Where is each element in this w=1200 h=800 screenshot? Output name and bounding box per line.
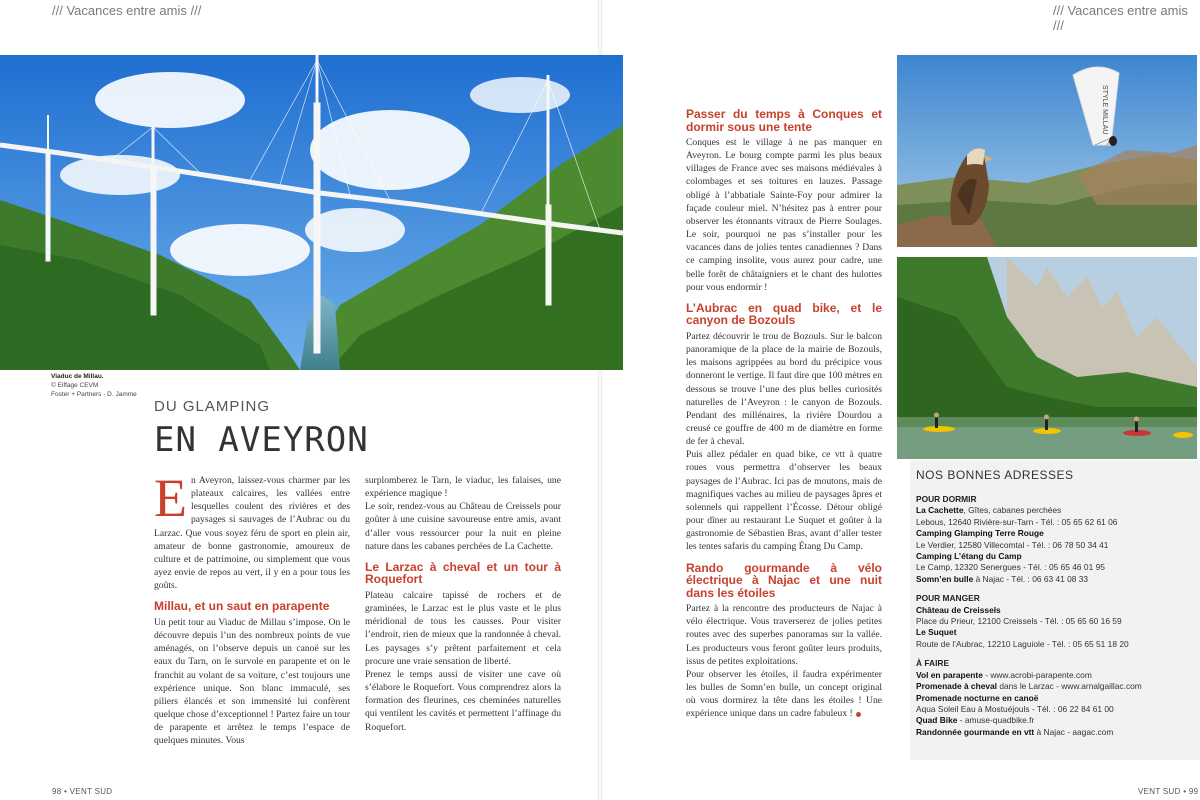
address-box xyxy=(910,460,1200,760)
folio-left xyxy=(52,787,112,796)
eagle-photo xyxy=(897,55,1197,247)
end-mark xyxy=(856,712,861,717)
wing-text: STYLE MILLAU xyxy=(1101,85,1108,135)
magazine-name-right: VENT SUD xyxy=(1138,787,1181,796)
activity-address: Aqua Soleil Eau à Mostuéjouls - Tél. : 06 22 84 61 00 xyxy=(916,703,1114,714)
lodging-desc: , Gîtes, cabanes perchées xyxy=(963,505,1062,516)
activity-link: - www.acrobi-parapente.com xyxy=(982,669,1092,680)
section-tag-left: /// Vacances entre amis /// xyxy=(52,3,202,18)
subhead-larzac: Le Larzac à cheval et un tour à Roquefort xyxy=(365,559,561,587)
caption-title: Viaduc de Millau. xyxy=(51,373,104,380)
activity-name: Promenade nocturne en canoë xyxy=(916,692,1039,703)
dormir-heading: POUR DORMIR xyxy=(916,494,977,504)
lodging-address: Le Verdier, 12580 Villecomtal - Tél. : 06 78 50 34 41 xyxy=(916,539,1109,550)
activity-name: Quad Bike xyxy=(916,715,958,726)
conques-paragraph: Conques est le village à ne pas manquer en Aveyron. Le bourg compte parmi les plus beaux villages de France avec ses maisons médiévales à colombages et ses toitures en lauzes. Passage obligé à l’abbatiale Sainte-Foy pour admirer la façade couleur miel. N’hésitez pas à entrer pour observer les étonnants vitraux de Pierre Soulages. Le soir, pourquoi ne pas s’installer pour les vacances dans de jolies tentes canadiennes ? Dans ce camping insolite, vous aurez pour cadre, une belle forêt de châtaigniers et le chant des hulottes pour vous endormir ! xyxy=(686,137,882,293)
page-number-right: 99 xyxy=(1188,787,1199,796)
bozouls-paragraph: Partez découvrir le trou de Bozouls. Sur le balcon panoramique de la place de la mairie de Bozouls, les maisons agrippées au bord du précipice vous donneront le vertige. Il faut dire que 100 mètres en dessous se trouve l’une des plus belles curiosités naturelles de l’Aveyron : le canyon de Bozouls. Pendant des millénaires, la rivière Dourdou a creusé ce gouffre de 400 m de diamètre en forme de fer à cheval. xyxy=(686,330,882,448)
column-2 xyxy=(365,474,561,734)
subhead-najac: Rando gourmande à vélo électrique à Najac et une nuit dans les étoiles xyxy=(686,560,882,600)
activity-name: Randonnée gourmande en vtt xyxy=(916,726,1035,737)
viaduct-photo xyxy=(0,55,623,370)
restaurant-address: Route de l’Aubrac, 12210 Laguiole - Tél. : 05 65 51 18 20 xyxy=(916,638,1129,649)
restaurant-name: Château de Creissels xyxy=(916,604,1001,615)
subhead-aubrac: L’Aubrac en quad bike, et le canyon de Bozouls xyxy=(686,300,882,328)
magazine-name-left: VENT SUD xyxy=(69,787,113,796)
lodging-name: Somn’en bulle xyxy=(916,573,974,584)
faire-heading: À FAIRE xyxy=(916,658,950,669)
bulle-paragraph: Pour observer les étoiles, il faudra expérimenter les bulles de Somn’en bulle, un concept original où vous dormirez la tête dans les étoiles ! Une expérience unique dans un cadre fabuleux ! xyxy=(686,668,882,720)
lodging-name: Camping Glamping Terre Rouge xyxy=(916,528,1044,539)
najac-paragraph: Partez à la rencontre des producteurs de Najac à vélo électrique. Vous traverserez de jolies petites routes avec des superbes panoramas sur la vallée. Les producteurs vous feront goûter leurs produits, issus de petites exploitations. xyxy=(686,603,882,667)
roquefort-paragraph: Prenez le temps aussi de visiter une cave où s’élabore le Roquefort. Vous comprendrez alors la formation des fleurines, ces cheminées naturelles qui ventilent les cavités et permettent l’affinage du Roquefort. xyxy=(365,668,561,733)
article-kicker: DU GLAMPING xyxy=(154,398,271,415)
activity-link: dans le Larzac - www.arnalgaillac.com xyxy=(997,681,1142,692)
restaurant-address: Place du Prieur, 12100 Creissels - Tél. : 05 65 60 16 59 xyxy=(916,616,1122,627)
folio-bullet: • xyxy=(1183,787,1187,796)
larzac-paragraph: Plateau calcaire tapissé de rochers et de graminées, le Larzac est le plus vaste et le plus méridional de tous les causses. Pour visiter l’endroit, rien de mieux que la randonnée à cheval. Les paysages s’y prêtent parfaitement et cela procure une vraie sensation de liberté. xyxy=(365,589,561,667)
millau-paragraph: Un petit tour au Viaduc de Millau s’impose. On le découvre depuis l’un des nombreux points de vue aménagés, on l’observe depuis un canoë sur les eaux du Tarn, on le survole en parapente et on le franchit au volant de sa voiture, c’est toujours une expérience unique. Son blanc immaculé, ses piliers élancés et son immensité lui confèrent quelque chose d’exceptionnel ! Partez faire un tour de parapente et arrêtez le temps l’espace de quelques minutes. Vous xyxy=(154,616,350,747)
column-1 xyxy=(154,468,350,747)
activity-link: - amuse-quadbike.fr xyxy=(957,715,1035,726)
activity-name: Promenade à cheval xyxy=(916,681,997,692)
subhead-conques: Passer du temps à Conques et dormir sous une tente xyxy=(686,107,882,134)
lodging-address: Le Camp, 12320 Senergues - Tél. : 05 65 46 01 95 xyxy=(916,562,1105,573)
address-box-title: NOS BONNES ADRESSES xyxy=(916,468,1074,482)
creissels-paragraph: Le soir, rendez-vous au Château de Creissels pour goûter à une cuisine savoureuse entre amis, avant d’aller vous ressourcer pour la nuit en pleine nature dans les cabanes perchées de La Cachette. xyxy=(365,501,561,552)
millau-paragraph-cont: surplomberez le Tarn, le viaduc, les falaises, une expérience magique ! xyxy=(365,475,561,500)
lodging-address: Lebous, 12640 Rivière-sur-Tarn - Tél. : 05 65 62 61 06 xyxy=(916,516,1118,527)
manger-heading: POUR MANGER xyxy=(916,593,980,604)
intro-paragraph: n Aveyron, laissez-vous charmer par les plateaux calcaires, les vallées entre lesquelles coulent des rivières et des paysages si sauvages de l’Aubrac ou du Larzac. Que vous soyez féru de sport en plein air, amateur de bonne gastronomie, amoureux de culture et de patrimoine, ou simplement que vous ayez envie de repos au vert, il y en a pour tous les goûts. xyxy=(154,475,350,592)
section-tag-right: /// Vacances entre amis /// xyxy=(1053,3,1188,33)
lodging-name: Camping L’étang du Camp xyxy=(916,551,1022,562)
drop-cap: E xyxy=(154,468,187,528)
activity-name: Vol en parapente xyxy=(916,669,983,680)
folio-bullet: • xyxy=(64,787,68,796)
column-3 xyxy=(686,108,882,720)
canoe-photo xyxy=(897,257,1197,459)
caption-credit-2: Foster + Partners - D. Jamme xyxy=(51,391,137,398)
lodging-name: La Cachette xyxy=(916,505,964,516)
article-headline: EN AVEYRON xyxy=(154,420,369,460)
folio-right xyxy=(1138,787,1198,796)
activity-link: à Najac - aagac.com xyxy=(1034,726,1114,737)
restaurant-name: Le Suquet xyxy=(916,627,957,638)
lodging-address: à Najac - Tél. : 06 63 41 08 33 xyxy=(973,573,1089,584)
photo-caption xyxy=(51,372,181,399)
quadbike-paragraph: Puis allez pédaler en quad bike, ce vtt à quatre roues vous permettra d’observer les beaux paysages de l’Aubrac. Ici pas de moutons, mais de magnifiques vaches au milieu de paysages âpres et solennels qui rappellent l’Écosse. Détour obligé pour dîner au restaurant Le Suquet et goûter à la gastronomie de Sébastien Bras, avant d’aller tester les tentes safaris du camping Étang Du Camp. xyxy=(686,449,882,553)
subhead-millau: Millau, et un saut en parapente xyxy=(154,599,330,614)
page-number-left: 98 xyxy=(52,787,62,796)
caption-credit-1: © Eiffage CEVM xyxy=(51,382,99,389)
